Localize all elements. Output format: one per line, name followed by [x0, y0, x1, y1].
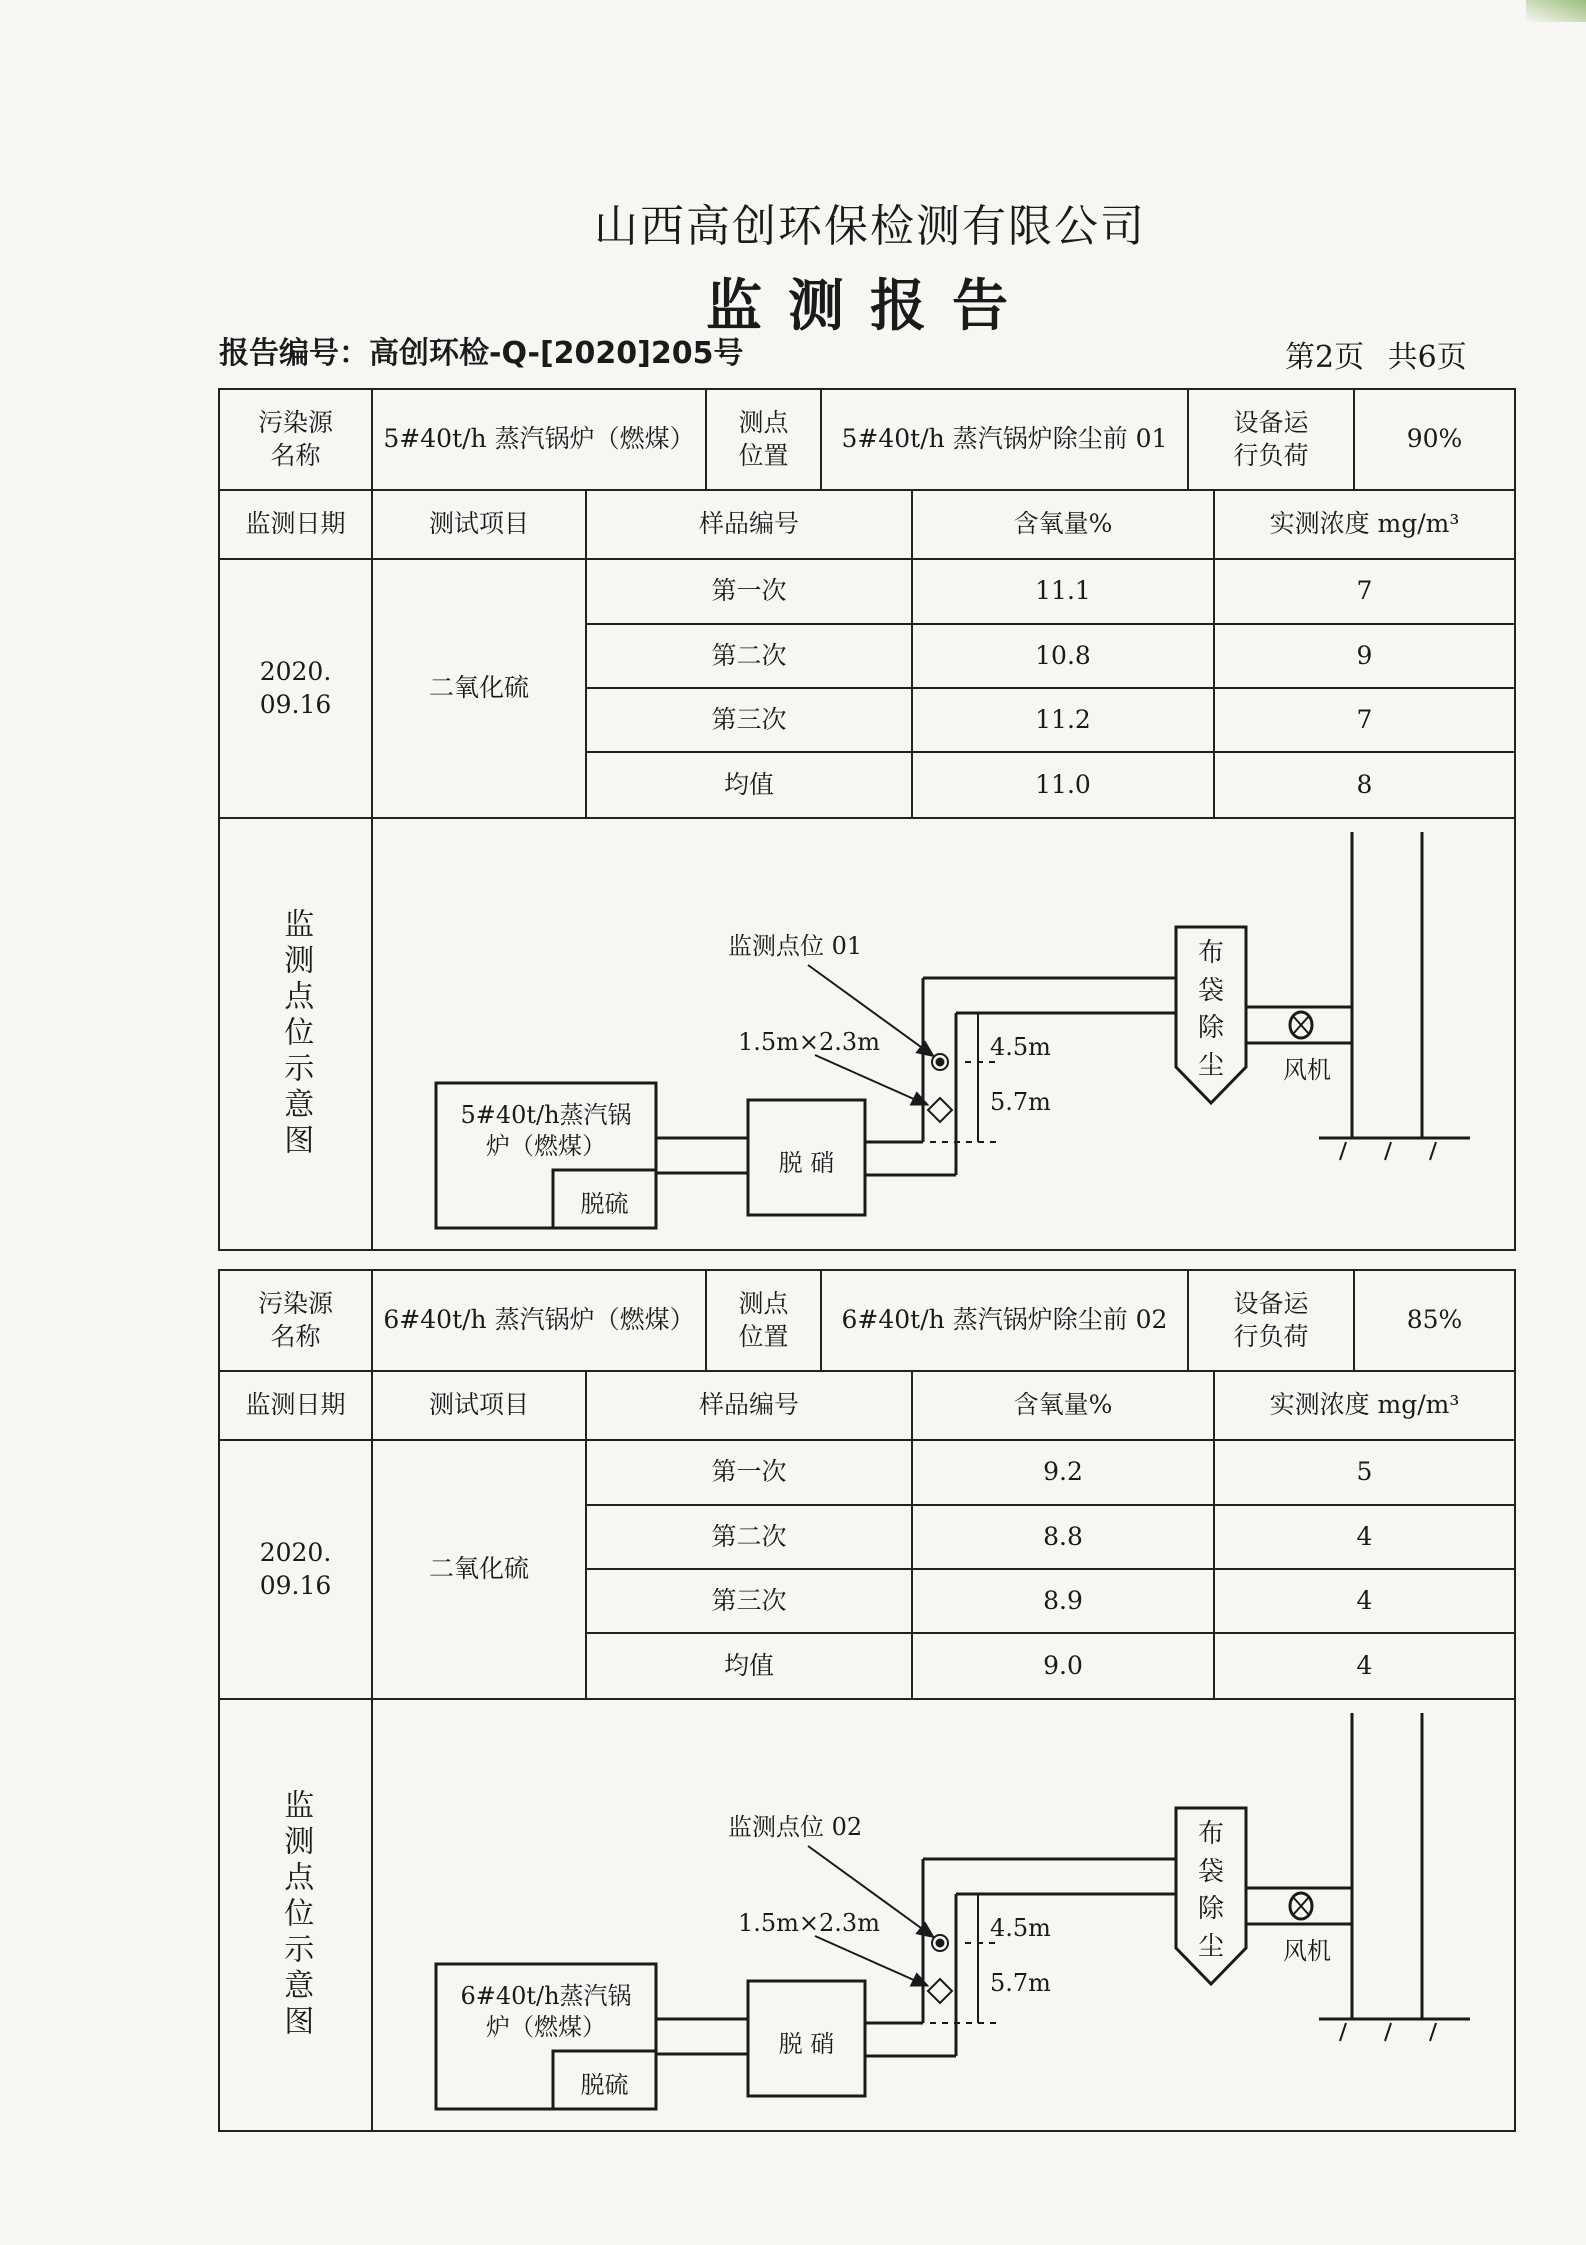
boiler-label: 5#40t/h蒸汽锅 炉（燃煤）	[460, 1101, 632, 1161]
desulfurization-label: 脱硫	[580, 2071, 629, 2099]
lower-distance-label: 5.7m	[990, 1088, 1051, 1116]
sample-header	[585, 1370, 913, 1441]
concentration-cell	[1213, 1439, 1516, 1506]
item-value	[371, 558, 587, 819]
oxygen-cell	[911, 558, 1215, 625]
oxygen-cell-text: 10.8	[1035, 640, 1091, 670]
concentration-cell	[1213, 751, 1516, 819]
source-name-label-text: 污染源 名称	[257, 408, 333, 470]
report-number: 报告编号：高创环检-Q-[2020]205号	[219, 336, 744, 371]
scan-edge-mark	[1526, 0, 1586, 22]
oxygen-cell	[911, 1632, 1215, 1700]
oxygen-cell-text: 8.8	[1043, 1521, 1083, 1551]
concentration-header-text: 实测浓度 mg/m³	[1269, 1390, 1460, 1420]
load-value-text: 85%	[1406, 1305, 1463, 1335]
concentration-cell	[1213, 558, 1516, 625]
lower-distance-label: 5.7m	[990, 1969, 1051, 1997]
oxygen-cell	[911, 1439, 1215, 1506]
item-header-text: 测试项目	[428, 1390, 529, 1420]
point-location-value	[820, 1269, 1189, 1372]
concentration-header	[1213, 1370, 1516, 1441]
sample-cell-text: 第二次	[711, 640, 787, 670]
item-value-text: 二氧化硫	[428, 1554, 529, 1584]
page-info: 第2页 共6页	[1285, 340, 1467, 375]
date-header-text: 监测日期	[245, 509, 346, 539]
point-location-value-text: 5#40t/h 蒸汽锅炉除尘前 01	[841, 424, 1168, 454]
date-value	[218, 1439, 373, 1700]
sample-header-text: 样品编号	[698, 509, 799, 539]
item-header-text: 测试项目	[428, 509, 529, 539]
sample-header	[585, 489, 913, 560]
sample-cell-text: 均值	[723, 1650, 774, 1680]
source-name-label-text: 污染源 名称	[257, 1289, 333, 1351]
sample-cell-text: 第三次	[711, 704, 787, 734]
denitrification-label: 脱 硝	[778, 2030, 835, 2058]
date-value	[218, 558, 373, 819]
denitrification-label: 脱 硝	[778, 1149, 835, 1177]
date-header-text: 监测日期	[245, 1390, 346, 1420]
sample-cell	[585, 687, 913, 753]
oxygen-cell	[911, 751, 1215, 819]
oxygen-cell-text: 9.0	[1043, 1650, 1083, 1680]
oxygen-header	[911, 489, 1215, 560]
load-label	[1187, 388, 1355, 491]
oxygen-cell	[911, 687, 1215, 753]
source-name-value-text: 6#40t/h 蒸汽锅炉（燃煤）	[383, 1305, 695, 1335]
sample-cell	[585, 558, 913, 625]
point-location-label	[705, 1269, 822, 1372]
sample-cell-text: 第三次	[711, 1585, 787, 1615]
sample-cell-text: 第二次	[711, 1521, 787, 1551]
concentration-cell-text: 5	[1356, 1457, 1373, 1487]
oxygen-cell	[911, 623, 1215, 689]
load-value-text: 90%	[1406, 424, 1463, 454]
concentration-cell-text: 7	[1356, 576, 1373, 606]
concentration-header-text: 实测浓度 mg/m³	[1269, 509, 1460, 539]
concentration-cell-text: 4	[1356, 1650, 1373, 1680]
item-value	[371, 1439, 587, 1700]
load-value	[1353, 1269, 1516, 1372]
desulfurization-label: 脱硫	[580, 1190, 629, 1218]
diagram-label-text: 监测点位示意图	[278, 908, 314, 1160]
item-value-text: 二氧化硫	[428, 673, 529, 703]
concentration-cell-text: 7	[1356, 704, 1373, 734]
point-location-label-text: 测点 位置	[738, 408, 789, 470]
diagram-cell	[371, 1698, 1516, 2132]
point-location-label-text: 测点 位置	[738, 1289, 789, 1351]
item-header	[371, 1370, 587, 1441]
sample-cell	[585, 1504, 913, 1570]
concentration-cell	[1213, 1504, 1516, 1570]
point-location-label	[705, 388, 822, 491]
oxygen-header	[911, 1370, 1215, 1441]
point-location-value-text: 6#40t/h 蒸汽锅炉除尘前 02	[841, 1305, 1168, 1335]
monitoring-point-label: 监测点位 01	[728, 932, 863, 960]
date-value-text: 2020. 09.16	[259, 1538, 332, 1600]
oxygen-cell-text: 8.9	[1043, 1585, 1083, 1615]
oxygen-cell-text: 9.2	[1043, 1457, 1083, 1487]
concentration-cell-text: 8	[1356, 769, 1373, 799]
diagram-label	[218, 817, 373, 1251]
sample-cell	[585, 1632, 913, 1700]
duct-size-label: 1.5m×2.3m	[738, 1028, 880, 1056]
source-name-value-text: 5#40t/h 蒸汽锅炉（燃煤）	[383, 424, 695, 454]
report-title: 监测报告	[706, 274, 1034, 339]
company-name: 山西高创环保检测有限公司	[594, 201, 1146, 252]
concentration-cell	[1213, 623, 1516, 689]
point-location-value	[820, 388, 1189, 491]
concentration-cell-text: 4	[1356, 1585, 1373, 1615]
diagram-cell	[371, 817, 1516, 1251]
sample-cell	[585, 1439, 913, 1506]
sample-cell	[585, 623, 913, 689]
oxygen-cell-text: 11.2	[1035, 704, 1091, 734]
source-name-value	[371, 388, 707, 491]
baghouse-label: 布 袋 除 尘	[1197, 938, 1224, 1082]
item-header	[371, 489, 587, 560]
diagram-label-text: 监测点位示意图	[278, 1789, 314, 2041]
load-value	[1353, 388, 1516, 491]
sample-cell-text: 均值	[723, 769, 774, 799]
source-name-label	[218, 388, 373, 491]
oxygen-cell	[911, 1504, 1215, 1570]
load-label-text: 设备运 行负荷	[1233, 1289, 1309, 1351]
concentration-cell-text: 4	[1356, 1521, 1373, 1551]
concentration-header	[1213, 489, 1516, 560]
date-header	[218, 489, 373, 560]
monitoring-point-label: 监测点位 02	[728, 1813, 863, 1841]
sample-header-text: 样品编号	[698, 1390, 799, 1420]
oxygen-cell-text: 11.0	[1035, 769, 1091, 799]
oxygen-cell-text: 11.1	[1035, 576, 1091, 606]
fan-label: 风机	[1283, 1937, 1331, 1965]
boiler-label: 6#40t/h蒸汽锅 炉（燃煤）	[460, 1982, 632, 2042]
concentration-cell	[1213, 687, 1516, 753]
source-name-value	[371, 1269, 707, 1372]
fan-label: 风机	[1283, 1056, 1331, 1084]
load-label-text: 设备运 行负荷	[1233, 408, 1309, 470]
concentration-cell	[1213, 1632, 1516, 1700]
load-label	[1187, 1269, 1355, 1372]
oxygen-cell	[911, 1568, 1215, 1634]
upper-distance-label: 4.5m	[990, 1033, 1051, 1061]
date-value-text: 2020. 09.16	[259, 657, 332, 719]
upper-distance-label: 4.5m	[990, 1914, 1051, 1942]
oxygen-header-text: 含氧量%	[1013, 1390, 1113, 1420]
sample-cell-text: 第一次	[711, 1457, 787, 1487]
sample-cell	[585, 1568, 913, 1634]
oxygen-header-text: 含氧量%	[1013, 509, 1113, 539]
source-name-label	[218, 1269, 373, 1372]
duct-size-label: 1.5m×2.3m	[738, 1909, 880, 1937]
date-header	[218, 1370, 373, 1441]
sample-cell	[585, 751, 913, 819]
baghouse-label: 布 袋 除 尘	[1197, 1819, 1224, 1963]
concentration-cell-text: 9	[1356, 640, 1373, 670]
concentration-cell	[1213, 1568, 1516, 1634]
diagram-label	[218, 1698, 373, 2132]
sample-cell-text: 第一次	[711, 576, 787, 606]
